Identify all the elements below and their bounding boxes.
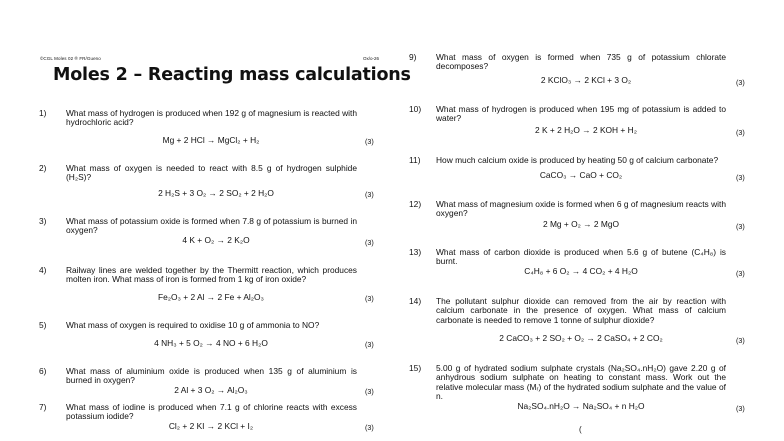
question-text: What mass of oxygen is formed when 735 g of potassium chlorate decomposes? [436, 52, 726, 72]
question-text: What mass of potassium oxide is formed when 7.8 g of potassium is burned in oxygen? [66, 216, 357, 236]
question-marks: (3) [365, 137, 374, 146]
question-text: What mass of oxygen is required to oxidise 10 g of ammonia to NO? [66, 320, 320, 330]
question-marks: (3) [365, 387, 374, 396]
question-1 [39, 109, 379, 149]
question-text: What mass of carbon dioxide is produced when 5.6 g of butene (C₄H₈) is burnt. [436, 247, 726, 267]
question-marks: (3) [736, 269, 745, 278]
question-equation: 2 Al + 3 O₂ → Al₂O₃ [174, 385, 248, 395]
question-marks: (3) [736, 173, 745, 182]
question-equation: Na₂SO₄.nH₂O → Na₂SO₄ + n H₂O [517, 401, 645, 411]
question-number: 15) [409, 363, 422, 373]
question-equation: 4 K + O₂ → 2 K₂O [182, 235, 250, 245]
question-equation: 2 H₂S + 3 O₂ → 2 SO₂ + 2 H₂O [158, 188, 274, 198]
question-text: What mass of oxygen is needed to react with 8.5 g of hydrogen sulphide (H₂S)? [66, 163, 357, 183]
question-number: 9) [409, 52, 417, 62]
question-4 [39, 266, 379, 306]
question-marks: (3) [365, 190, 374, 199]
question-marks: (3) [365, 238, 374, 247]
question-14 [409, 297, 749, 349]
question-number: 11) [409, 155, 421, 165]
question-text: The pollutant sulphur dioxide can removed from the air by reaction with calcium carbonate in the presence of oxygen. What mass of calcium carbonate is needed to remove 1 tonne of sulphur dioxide? [436, 296, 726, 325]
question-number: 4) [39, 265, 47, 275]
question-9 [409, 53, 749, 87]
question-text: 5.00 g of hydrated sodium sulphate crystals (Na₂SO₄.nH₂O) gave 2.20 g of anhydrous sodium sulphate on heating to constant mass. Work out the relative molecular mass (Mᵣ) of the hydrated sodium sulphate and the value of n. [436, 363, 726, 402]
question-13 [409, 248, 749, 282]
question-text: Railway lines are welded together by the Thermitt reaction, which produces molten iron. What mass of iron is formed from 1 kg of iron oxide? [66, 265, 357, 285]
stray-bracket: ( [579, 425, 582, 434]
question-number: 14) [409, 296, 422, 306]
question-5 [39, 321, 379, 351]
question-equation: Mg + 2 HCl → MgCl₂ + H₂ [162, 135, 260, 145]
question-equation: 2 KClO₃ → 2 KCl + 3 O₂ [540, 75, 632, 85]
question-marks: (3) [736, 404, 745, 413]
question-text: What mass of hydrogen is produced when 192 g of magnesium is reacted with hydrochloric acid? [66, 108, 357, 128]
question-number: 3) [39, 216, 47, 226]
question-marks: (3) [365, 294, 374, 303]
question-7 [39, 403, 379, 435]
question-equation: C₄H₈ + 6 O₂ → 4 CO₂ + 4 H₂O [524, 266, 638, 276]
question-equation: 4 NH₃ + 5 O₂ → 4 NO + 6 H₂O [154, 338, 268, 348]
question-11 [409, 156, 749, 184]
question-equation: Cl₂ + 2 KI → 2 KCl + I₂ [168, 421, 254, 431]
question-equation: 2 K + 2 H₂O → 2 KOH + H₂ [535, 125, 637, 135]
question-number: 6) [39, 366, 47, 376]
question-3 [39, 217, 379, 257]
question-15 [409, 364, 749, 420]
question-number: 7) [39, 402, 47, 412]
question-number: 10) [409, 104, 422, 114]
question-marks: (3) [365, 423, 374, 432]
question-number: 13) [409, 247, 422, 257]
question-marks: (3) [736, 128, 745, 137]
question-number: 2) [39, 163, 47, 173]
question-text: What mass of iodine is produced when 7.1 g of chlorine reacts with excess potassium iodide? [66, 402, 357, 422]
question-text: How much calcium oxide is produced by heating 50 g of calcium carbonate? [436, 155, 719, 165]
question-marks: (3) [736, 222, 745, 231]
question-12 [409, 200, 749, 234]
question-equation: 2 Mg + O₂ → 2 MgO [542, 219, 620, 229]
question-6 [39, 367, 379, 399]
question-marks: (3) [365, 340, 374, 349]
question-text: What mass of aluminium oxide is produced when 135 g of aluminium is burned in oxygen? [66, 366, 357, 386]
question-text: What mass of hydrogen is produced when 195 mg of potassium is added to water? [436, 104, 726, 124]
header-right: Ox/o-26 [363, 56, 380, 61]
question-2 [39, 164, 379, 204]
question-marks: (3) [736, 336, 745, 345]
page-title: Moles 2 – Reacting mass calculations [53, 65, 411, 85]
question-number: 5) [39, 320, 47, 330]
question-number: 1) [39, 108, 47, 118]
question-number: 12) [409, 199, 422, 209]
question-equation: 2 CaCO₃ + 2 SO₂ + O₂ → 2 CaSO₄ + 2 CO₂ [499, 333, 663, 343]
question-equation: Fe₂O₃ + 2 Al → 2 Fe + Al₂O₃ [158, 292, 264, 302]
question-text: What mass of magnesium oxide is formed when 6 g of magnesium reacts with oxygen? [436, 199, 726, 219]
question-10 [409, 105, 749, 139]
question-marks: (3) [736, 78, 745, 87]
question-equation: CaCO₃ → CaO + CO₂ [539, 170, 623, 180]
header-left: ©CGL Moles 02 ® FR/Gueno [40, 56, 101, 61]
